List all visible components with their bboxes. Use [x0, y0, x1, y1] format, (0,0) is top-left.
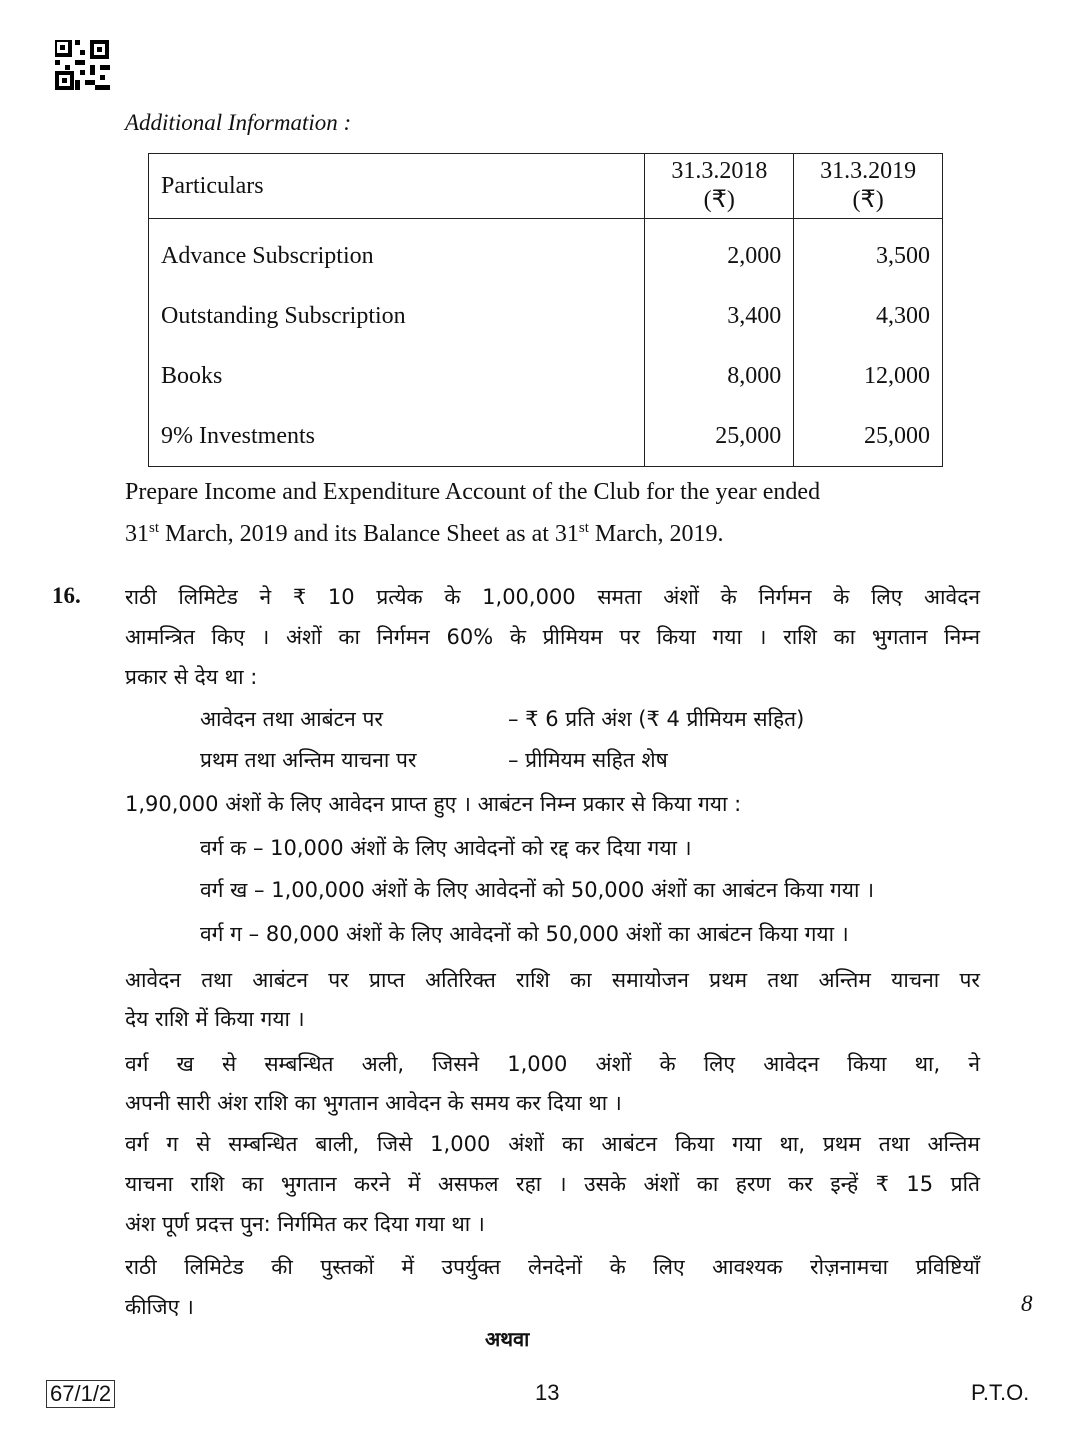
header-2018: 31.3.2018 (₹)	[645, 154, 794, 219]
question-number: 16.	[52, 583, 81, 608]
paragraph-line: अंश पूर्ण प्रदत्त पुन: निर्गमित कर दिया गया था ।	[125, 1212, 485, 1236]
category-item: वर्ग ख – 1,00,000 अंशों के लिए आवेदनों को 50,000 अंशों का आबंटन किया गया ।	[200, 878, 875, 902]
applications-received: 1,90,000 अंशों के लिए आवेदन प्राप्त हुए । आबंटन निम्न प्रकार से किया गया :	[125, 792, 742, 816]
pto-label: P.T.O.	[971, 1380, 1030, 1405]
term-value: – प्रीमियम सहित शेष	[508, 748, 668, 772]
marks: 8	[1021, 1291, 1033, 1316]
table-row: Books 8,000 12,000	[149, 346, 943, 406]
header-2019: 31.3.2019 (₹)	[794, 154, 943, 219]
paragraph-line: वर्ग ख से सम्बन्धित अली, जिसने 1,000 अंशों के लिए आवेदन किया था, ने	[125, 1052, 980, 1076]
category-item: वर्ग ग – 80,000 अंशों के लिए आवेदनों को 50,000 अंशों का आबंटन किया गया ।	[200, 922, 849, 946]
qr-code-icon	[55, 40, 110, 90]
instruction-paragraph: Prepare Income and Expenditure Account of the Club for the year ended 31st March, 2019 and its Balance Sheet as at 31st March, 2019.	[125, 479, 821, 547]
question-line: प्रकार से देय था :	[125, 665, 258, 689]
header-particulars: Particulars	[149, 154, 645, 219]
table-row: Advance Subscription 2,000 3,500	[149, 219, 943, 287]
category-item: वर्ग क – 10,000 अंशों के लिए आवेदनों को रद्द कर दिया गया ।	[200, 836, 692, 860]
paragraph-line: राठी लिमिटेड की पुस्तकों में उपर्युक्त लेनदेनों के लिए आवश्यक रोज़नामचा प्रविष्टियाँ	[125, 1255, 980, 1279]
additional-info-heading: Additional Information :	[125, 110, 352, 135]
table-header-row	[149, 154, 943, 219]
question-line: आमन्त्रित किए । अंशों का निर्गमन 60% के प्रीमियम पर किया गया । राशि का भुगतान निम्न	[125, 625, 980, 649]
term-label: आवेदन तथा आबंटन पर	[200, 707, 384, 731]
question-line: राठी लिमिटेड ने ₹ 10 प्रत्येक के 1,00,000 समता अंशों के निर्गमन के लिए आवेदन	[125, 585, 980, 609]
term-value: – ₹ 6 प्रति अंश (₹ 4 प्रीमियम सहित)	[508, 707, 805, 731]
paragraph-line: आवेदन तथा आबंटन पर प्राप्त अतिरिक्त राशि का समायोजन प्रथम तथा अन्तिम याचना पर	[125, 968, 980, 992]
additional-info-table	[148, 153, 943, 467]
table-row: Outstanding Subscription 3,400 4,300	[149, 286, 943, 346]
paragraph-line: अपनी सारी अंश राशि का भुगतान आवेदन के समय कर दिया था ।	[125, 1091, 622, 1115]
term-label: प्रथम तथा अन्तिम याचना पर	[200, 748, 417, 772]
paragraph-line: वर्ग ग से सम्बन्धित बाली, जिसे 1,000 अंशों का आबंटन किया गया था, प्रथम तथा अन्तिम	[125, 1132, 980, 1156]
paragraph-line: कीजिए ।	[125, 1295, 194, 1319]
or-separator: अथवा	[485, 1327, 530, 1351]
paragraph-line: देय राशि में किया गया ।	[125, 1007, 305, 1031]
page-number: 13	[535, 1380, 560, 1405]
paragraph-line: याचना राशि का भुगतान करने में असफल रहा । उसके अंशों का हरण कर इन्हें ₹ 15 प्रति	[125, 1172, 980, 1196]
table-row: 9% Investments 25,000 25,000	[149, 406, 943, 467]
paper-code: 67/1/2	[46, 1380, 115, 1408]
